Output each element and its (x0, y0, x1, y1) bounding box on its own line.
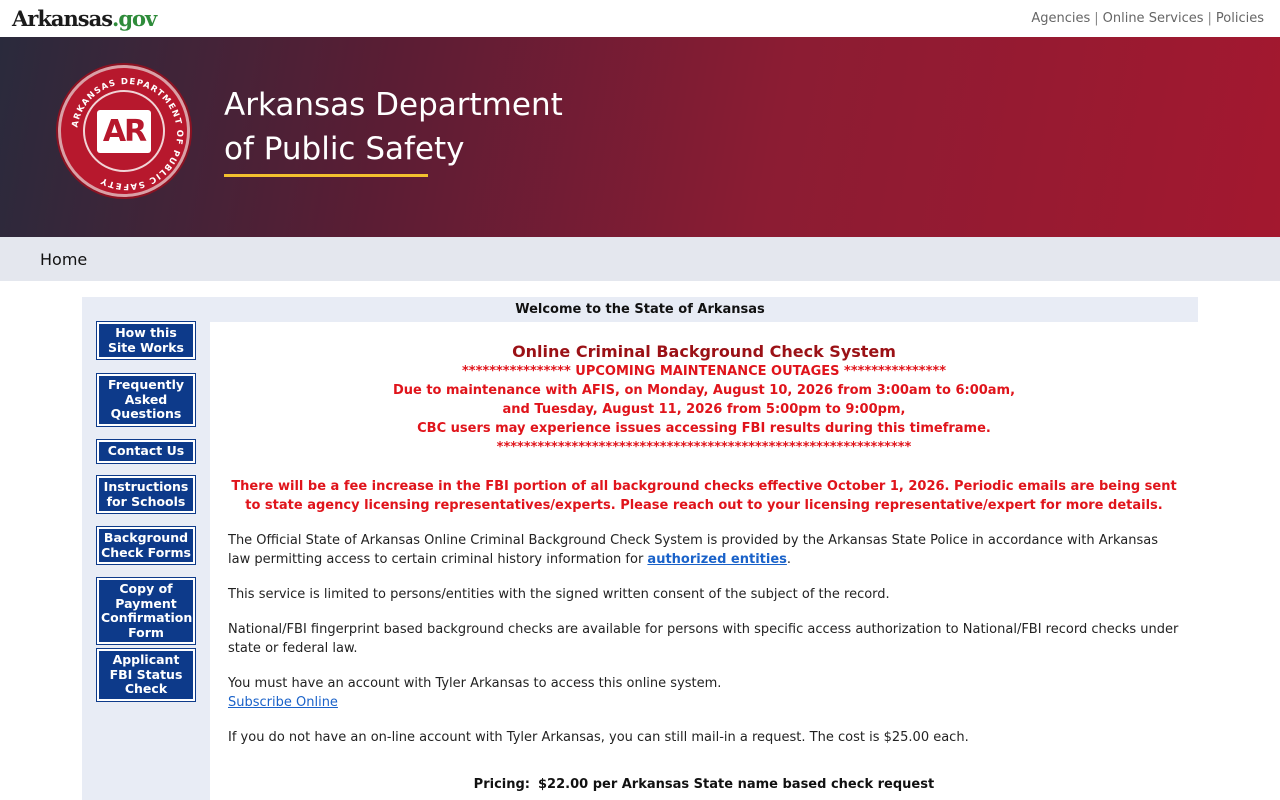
notice-line: **************** UPCOMING MAINTENANCE OUTAGES *************** (462, 364, 946, 379)
sidebar-instructions-schools-button[interactable]: Instructions for Schools (97, 476, 195, 513)
seal-center (83, 90, 165, 172)
notice-line: Due to maintenance with AFIS, on Monday, August 10, 2026 from 3:00am to 6:00am, (392, 383, 1016, 398)
fbi-paragraph: National/FBI fingerprint based background checks are available for persons with specific access authorization to National/FBI record checks under state or federal law. (228, 622, 1179, 656)
agency-title-line1: Arkansas Department (224, 87, 563, 123)
seal-center-text: AR (97, 110, 151, 153)
online-services-link[interactable]: Online Services (1102, 11, 1204, 26)
authorized-entities-link[interactable]: authorized entities (647, 552, 787, 567)
system-title: Online Criminal Background Check System (512, 342, 896, 361)
sidebar-background-forms-button[interactable]: Background Check Forms (97, 527, 195, 564)
sidebar-fbi-status-check-button[interactable]: Applicant FBI Status Check (97, 649, 195, 701)
account-text: You must have an account with Tyler Arkansas to access this online system. (228, 676, 722, 691)
arkansas-gov-logo[interactable] (12, 8, 156, 29)
sidebar-faq-button[interactable]: Frequently Asked Questions (97, 374, 195, 426)
mail-in-paragraph: If you do not have an on-line account with Tyler Arkansas, you can still mail-in a request. The cost is $25.00 each. (228, 730, 969, 745)
policies-link[interactable]: Policies (1215, 11, 1264, 26)
pricing-value: $22.00 per Arkansas State name based check request (538, 777, 935, 792)
pricing-row (228, 775, 1180, 794)
intro-paragraph (228, 531, 1180, 569)
link-separator: | (1207, 11, 1212, 26)
content-panel (82, 297, 1198, 800)
pricing-label: Pricing: (473, 777, 530, 792)
fee-increase-notice: There will be a fee increase in the FBI portion of all background checks effective October 1, 2026. Periodic emails are being sent to state agency licensing representatives/experts. Please reach out to your licensing representative/expert for more details. (231, 479, 1177, 513)
pricing-block (228, 775, 1180, 794)
notice-line: and Tuesday, August 11, 2026 from 5:00pm to 9:00pm, (502, 402, 906, 417)
public-safety-seal[interactable] (58, 65, 190, 197)
sidebar-how-site-works-button[interactable]: How this Site Works (97, 322, 195, 359)
maintenance-notice (228, 362, 1180, 457)
top-links (1031, 11, 1264, 26)
main-content (210, 322, 1198, 800)
top-bar (0, 0, 1280, 37)
notice-line: ************************************************************* (496, 440, 912, 455)
logo-tld-text: .gov (112, 6, 157, 31)
agency-title (224, 83, 563, 171)
logo-main-text: Arkansas (12, 6, 113, 31)
agency-title-line2: of Public Safety (224, 131, 465, 167)
welcome-heading: Welcome to the State of Arkansas (515, 302, 765, 317)
seal-ring-text: ARKANSAS DEPARTMENT OF PUBLIC SAFETY (70, 76, 185, 192)
nav-home-link[interactable]: Home (40, 249, 88, 269)
intro-text: The Official State of Arkansas Online Criminal Background Check System is provided by the Arkansas State Police in accordance with Arkansas law permitting access to certain criminal history information for (228, 533, 1158, 567)
account-paragraph (228, 674, 1180, 712)
notice-line: CBC users may experience issues accessing FBI results during this timeframe. (417, 421, 991, 436)
title-underline (224, 174, 428, 177)
sidebar-contact-us-button[interactable]: Contact Us (97, 440, 195, 463)
main-nav (0, 237, 1280, 281)
agency-banner (0, 37, 1280, 237)
agencies-link[interactable]: Agencies (1031, 11, 1091, 26)
subscribe-online-link[interactable]: Subscribe Online (228, 695, 338, 710)
intro-end: . (786, 552, 792, 567)
link-separator: | (1094, 11, 1099, 26)
consent-paragraph: This service is limited to persons/entities with the signed written consent of the subject of the record. (228, 587, 890, 602)
sidebar-payment-confirmation-button[interactable]: Copy of Payment Confirmation Form (97, 578, 195, 644)
